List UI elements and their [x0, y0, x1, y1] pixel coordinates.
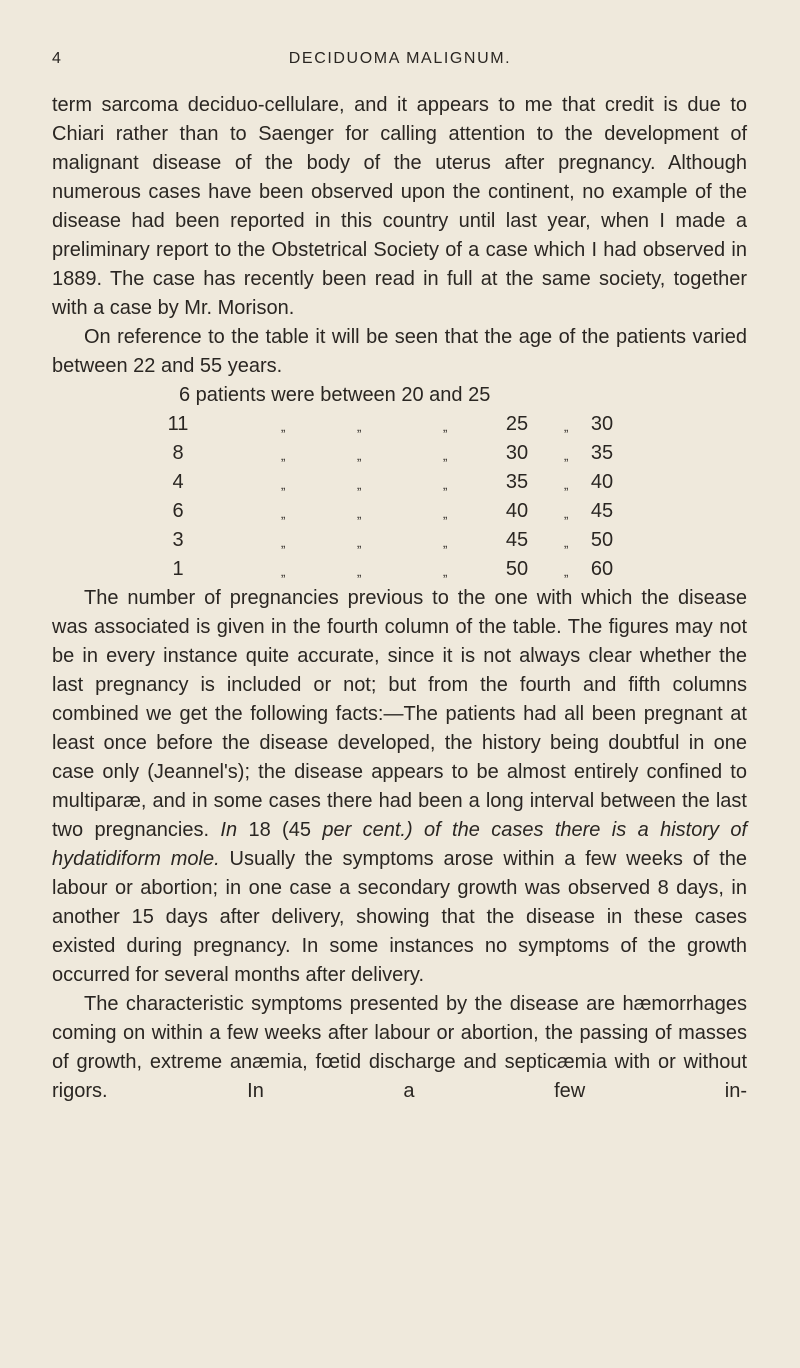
ditto-mark: „	[564, 535, 569, 550]
table-row	[52, 526, 747, 555]
table-row	[52, 381, 747, 410]
age-to: 35	[590, 442, 614, 464]
age-to: 50	[590, 529, 614, 551]
ditto-mark: „	[281, 506, 286, 521]
paragraph-2: On reference to the table it will be seen that the age of the patients varied between 22 and 55 years.	[52, 326, 747, 377]
patient-count: 8	[172, 442, 184, 464]
patient-count: 1	[172, 558, 184, 580]
ditto-mark: „	[357, 564, 362, 579]
ditto-mark: „	[357, 477, 362, 492]
age-from: 50	[505, 558, 529, 580]
patient-count: 6	[172, 500, 184, 522]
ditto-mark: „	[564, 564, 569, 579]
ditto-mark: „	[443, 448, 448, 463]
patient-count: 4	[172, 471, 184, 493]
paragraph-3-text-continued: Usually the symptoms arose within a few weeks of the labour or abortion; in one case a secondary growth was observed 8 days, in another 15 days after delivery, showing that the disease in these cases existed during pregnancy. In some instances no symptoms of the growth occurred for several months after delivery.	[52, 848, 747, 986]
paragraph-1: term sarcoma deciduo-cellulare, and it appears to me that credit is due to Chiari rather than to Saenger for calling attention to the development of malignant disease of the body of the uterus after pregnancy. Although numerous cases have been observed upon the continent, no example of the disease had been reported in this country until last year, when I made a preliminary report to the Obstetrical Society of a case which I had observed in 1889. The case has recently been read in full at the same society, together with a case by Mr. Morison.	[52, 94, 747, 319]
patient-count: 11	[167, 413, 189, 435]
table-row	[52, 410, 747, 439]
age-from: 25	[505, 413, 529, 435]
paragraph-3-italic-percent: per cent.)	[322, 819, 413, 841]
page-number: 4	[52, 50, 63, 67]
ditto-mark: „	[443, 535, 448, 550]
table-row	[52, 555, 747, 584]
paragraph-3-text: The number of pregnancies previous to the one with which the disease was associated is given in the fourth column of the table. The figures may not be in every instance quite accurate, since it is not always clear whether the last pregnancy is included or not; but from the fourth and fifth columns combined we get the following facts:—The patients had all been pregnant at least once before the disease developed, the history being doubtful in one case only (Jeannel's); the disease appears to be almost entirely confined to multiparæ, and in some cases there had been a long interval between the last two pregnancies.	[52, 587, 747, 841]
ditto-mark: „	[443, 477, 448, 492]
age-to: 30	[590, 413, 614, 435]
age-from: 45	[505, 529, 529, 551]
body-text	[52, 91, 747, 1106]
ditto-mark: „	[564, 477, 569, 492]
patient-count: 3	[172, 529, 184, 551]
ditto-mark: „	[281, 477, 286, 492]
age-to: 60	[590, 558, 614, 580]
ditto-mark: „	[281, 564, 286, 579]
table-row	[52, 497, 747, 526]
ditto-mark: „	[564, 448, 569, 463]
table-row	[52, 468, 747, 497]
page-header	[52, 50, 748, 76]
age-from: 35	[505, 471, 529, 493]
ditto-mark: „	[443, 506, 448, 521]
ditto-mark: „	[357, 448, 362, 463]
age-to: 45	[590, 500, 614, 522]
age-from: 30	[505, 442, 529, 464]
ditto-mark: „	[443, 564, 448, 579]
paragraph-3	[52, 584, 747, 990]
ditto-mark: „	[357, 419, 362, 434]
paragraph-3-italic-in: In	[220, 819, 238, 841]
ditto-mark: „	[281, 535, 286, 550]
paragraph-4: The characteristic symptoms presented by the disease are hæmorrhages coming on within a few weeks after labour or abortion, the passing of masses of growth, extreme anæmia, fœtid discharge and septicæmia with or without rigors. In a few in-	[52, 993, 747, 1102]
paragraph-3-italic-mole: of the cases there is a history of hydatidiform mole.	[52, 819, 748, 870]
age-table	[52, 381, 747, 584]
ditto-mark: „	[281, 419, 286, 434]
ditto-mark: „	[564, 419, 569, 434]
paragraph-3-figure: 18 (45	[248, 819, 311, 841]
ditto-mark: „	[357, 506, 362, 521]
age-to: 40	[590, 471, 614, 493]
ditto-mark: „	[281, 448, 286, 463]
age-from: 40	[505, 500, 529, 522]
ditto-mark: „	[443, 419, 448, 434]
ditto-mark: „	[564, 506, 569, 521]
running-title: DECIDUOMA MALIGNUM.	[288, 50, 512, 67]
table-row	[52, 439, 747, 468]
ditto-mark: „	[357, 535, 362, 550]
table-first-row: 6 patients were between 20 and 25	[179, 384, 491, 406]
